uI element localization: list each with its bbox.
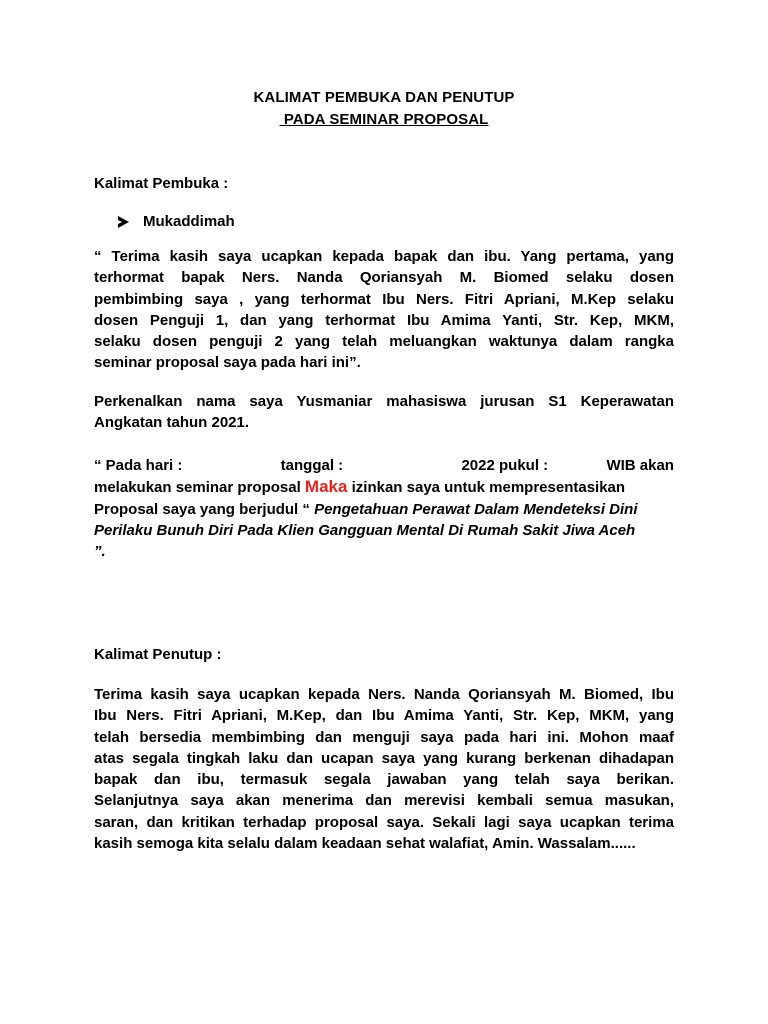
maka-highlight: Maka [304, 477, 348, 497]
bullet-label: Mukaddimah [143, 213, 235, 230]
paragraph-line: atas segala tingkah laku dan ucapan saya yang kurang berkenan dihadapan [94, 749, 674, 767]
paragraph-line: bapak dan ibu, termasuk segala jawaban yang telah saya berikan. [94, 771, 674, 789]
schedule-line-2 [94, 476, 674, 498]
paragraph-line: Terima kasih saya ucapkan kepada Ners. Nanda Qoriansyah M. Biomed, Ibu [94, 686, 674, 703]
schedule-line-1 [94, 455, 674, 476]
paragraph-line: Ibu Ners. Fitri Apriani, M.Kep, dan Ibu Amima Yanti, Str. Kep, MKM, yang [94, 707, 674, 725]
schedule-line-5 [94, 541, 674, 562]
mukaddimah-bullet [118, 213, 235, 230]
paragraph-line: Perkenalkan nama saya Yusmaniar mahasiswa jurusan S1 Keperawatan [94, 393, 674, 410]
tahun-pukul-text: 2022 pukul : [461, 457, 549, 474]
schedule-line2-before: melakukan seminar proposal [94, 479, 305, 497]
intro-paragraph [94, 391, 674, 434]
paragraph-line: saran, dan kritikan terhadap proposal saya. Sekali lagi saya ucapkan terima [94, 813, 674, 831]
proposal-title-end: ”. [94, 543, 106, 561]
schedule-line-3 [94, 499, 674, 520]
paragraph-line: seminar proposal saya pada hari ini”. [94, 354, 361, 372]
arrow-bullet-icon [118, 216, 129, 228]
opening-heading: Kalimat Pembuka : [94, 175, 229, 192]
proposal-title-part1: Pengetahuan Perawat Dalam Mendeteksi Dini [314, 500, 638, 518]
document-title-line1: KALIMAT PEMBUKA DAN PENUTUP [253, 89, 515, 106]
paragraph-line: terhormat bapak Ners. Nanda Qoriansyah M. Biomed selaku dosen [94, 269, 674, 287]
paragraph-line: Angkatan tahun 2021. [94, 414, 250, 432]
closing-paragraph [94, 684, 674, 854]
proposal-title-part2: Perilaku Bunuh Diri Pada Klien Gangguan Mental Di Rumah Sakit Jiwa Aceh [94, 521, 636, 539]
paragraph-line: selaku dosen penguji 2 yang telah meluangkan waktunya dalam rangka [94, 333, 674, 351]
schedule-line2-after: izinkan saya untuk mempresentasikan [347, 479, 626, 497]
pada-hari-text: “ Pada hari : [94, 457, 183, 474]
wib-akan-text: WIB akan [606, 457, 674, 474]
paragraph-line: pembimbing saya , yang terhormat Ibu Ners. Fitri Apriani, M.Kep selaku [94, 290, 674, 308]
tanggal-text: tanggal : [280, 457, 344, 474]
schedule-line-4 [94, 520, 674, 541]
paragraph-line: Selanjutnya saya akan menerima dan merevisi kembali semua masukan, [94, 792, 674, 810]
closing-heading: Kalimat Penutup : [94, 646, 222, 663]
opening-paragraph [94, 246, 674, 374]
document-title-line2: PADA SEMINAR PROPOSAL [279, 111, 489, 128]
paragraph-line: “ Terima kasih saya ucapkan kepada bapak dan ibu. Yang pertama, yang [94, 248, 674, 265]
schedule-paragraph [94, 455, 674, 562]
schedule-line3-plain: Proposal saya yang berjudul “ [94, 500, 315, 518]
paragraph-line: dosen Penguji 1, dan yang terhormat Ibu Amima Yanti, Str. Kep, MKM, [94, 311, 674, 329]
paragraph-line: kasih semoga kita selalu dalam keadaan sehat walafiat, Amin. Wassalam...... [94, 835, 636, 853]
paragraph-line: telah bersedia membimbing dan menguji saya pada hari ini. Mohon maaf [94, 728, 674, 746]
